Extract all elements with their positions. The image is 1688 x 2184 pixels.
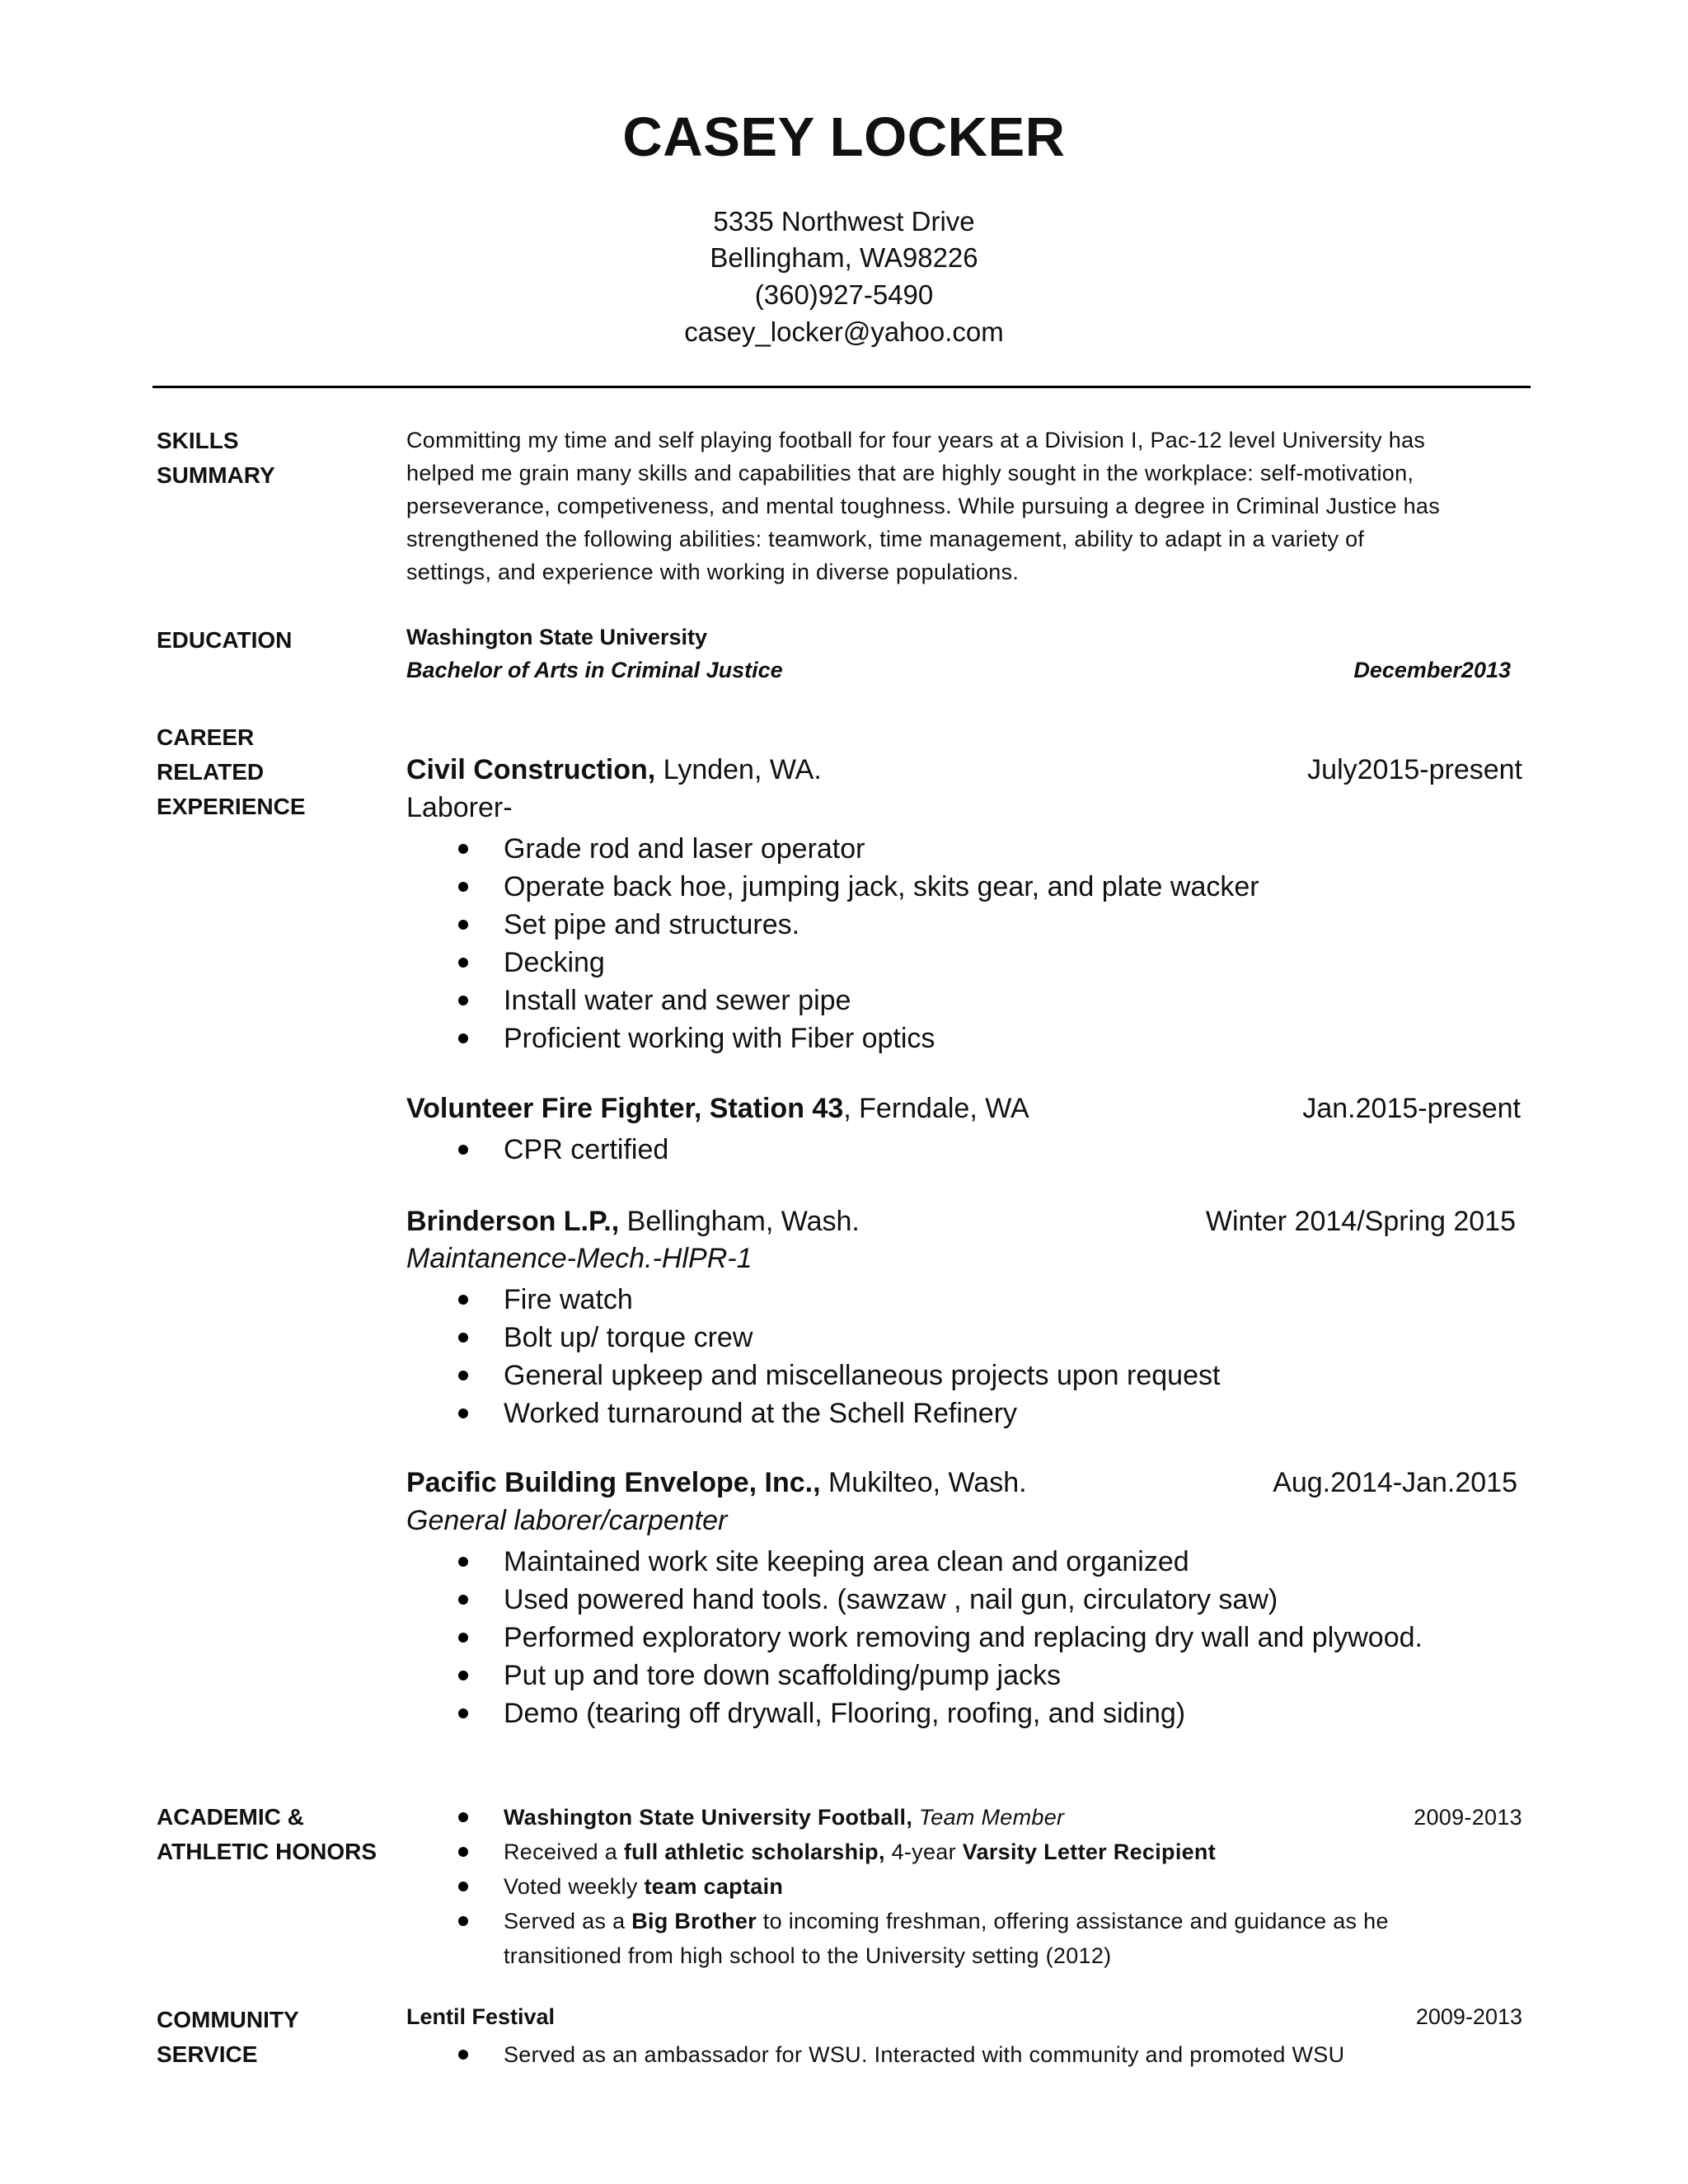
job-employer: Brinderson L.P., — [406, 1206, 620, 1237]
job-location: Mukilteo, Wash. — [820, 1467, 1027, 1498]
bullet-icon — [458, 882, 468, 892]
skills-line: strengthened the following abilities: teamwork, time management, ability to adapt in a variety of — [406, 527, 1365, 551]
skills-line: perseverance, competiveness, and mental toughness. While pursuing a degree in Criminal Justice has — [406, 494, 1441, 518]
job-bullet-list — [504, 1543, 1423, 1732]
bullet-icon — [458, 1812, 468, 1822]
list-item-text: Set pipe and structures. — [504, 909, 800, 940]
list-item-text: Fire watch — [504, 1284, 633, 1315]
list-item — [504, 982, 1259, 1019]
education-school: Washington State University — [406, 625, 708, 649]
job-title: General laborer/carpenter — [406, 1505, 728, 1536]
list-item-text: 4-year — [884, 1840, 963, 1864]
skills-summary-heading — [157, 424, 275, 493]
bullet-icon — [458, 1916, 468, 1926]
list-item — [504, 906, 1259, 944]
experience-heading — [157, 720, 306, 824]
list-item-text: Served as a — [504, 1909, 632, 1933]
job-location: Lynden, WA. — [655, 754, 822, 785]
bullet-icon — [458, 1033, 468, 1043]
bullet-icon — [458, 958, 468, 968]
education-degree: Bachelor of Arts in Criminal Justice — [406, 658, 783, 682]
bullet-icon — [458, 1882, 468, 1891]
list-item — [504, 1835, 1526, 1869]
honors-heading — [157, 1800, 377, 1869]
bullet-icon — [458, 1145, 468, 1155]
resume-name: CASEY LOCKER — [622, 106, 1066, 168]
job-dates: July2015-present — [1307, 754, 1522, 785]
list-item-text: Varsity Letter Recipient — [962, 1840, 1217, 1864]
bullet-icon — [458, 1708, 468, 1718]
list-item — [504, 1543, 1423, 1581]
bullet-icon — [458, 1557, 468, 1567]
list-item — [504, 830, 1259, 868]
job-bullet-list — [504, 1131, 668, 1169]
list-item-continuation: transitioned from high school to the University setting (2012) — [504, 1943, 1112, 1968]
list-item — [504, 1319, 1220, 1357]
job-title: Laborer- — [406, 792, 513, 823]
list-item — [504, 1694, 1423, 1732]
list-item-text: Operate back hoe, jumping jack, skits gear, and plate wacker — [504, 871, 1259, 902]
job-header — [406, 1206, 1522, 1238]
list-item-text: Performed exploratory work removing and replacing dry wall and plywood. — [504, 1622, 1423, 1653]
skills-heading-line2: SUMMARY — [157, 462, 275, 488]
job-location: Bellingham, Wash. — [619, 1206, 860, 1237]
job-header — [406, 1093, 1522, 1125]
community-org: Lentil Festival — [406, 2004, 556, 2029]
list-item-text: full athletic scholarship, — [623, 1840, 885, 1864]
job-employer: Civil Construction, — [406, 754, 656, 785]
list-item — [504, 868, 1259, 906]
job-employer: Volunteer Fire Fighter, Station 43 — [406, 1093, 844, 1124]
list-item-text: to incoming freshman, offering assistance and guidance as he — [757, 1909, 1389, 1933]
list-item-text: Bolt up/ torque crew — [504, 1322, 753, 1353]
community-dates: 2009-2013 — [1415, 2004, 1522, 2029]
list-item-text: Used powered hand tools. (sawzaw , nail gun, circulatory saw) — [504, 1584, 1278, 1615]
bullet-icon — [458, 1371, 468, 1380]
community-heading — [157, 2003, 299, 2072]
list-item-text: Worked turnaround at the Schell Refinery — [504, 1398, 1018, 1429]
list-item-text: Demo (tearing off drywall, Flooring, roofing, and siding) — [504, 1698, 1186, 1729]
honors-heading-line1: ACADEMIC & — [157, 1804, 304, 1830]
experience-heading-line2: RELATED — [157, 759, 265, 785]
job-header — [406, 754, 1522, 786]
community-heading-line1: COMMUNITY — [157, 2007, 299, 2032]
education-heading: EDUCATION — [157, 627, 293, 653]
bullet-icon — [458, 1295, 468, 1305]
job-header — [406, 1467, 1522, 1499]
list-item — [504, 944, 1259, 982]
list-item — [504, 1619, 1423, 1657]
email-address: casey_locker@yahoo.com — [684, 316, 1004, 347]
list-item-text: Put up and tore down scaffolding/pump jacks — [504, 1660, 1062, 1691]
job-title: Maintanence-Mech.-HlPR-1 — [406, 1243, 753, 1274]
header-divider — [152, 386, 1531, 388]
education-date: December2013 — [1353, 658, 1511, 682]
list-item-text: Install water and sewer pipe — [504, 985, 851, 1016]
list-item-text: CPR certified — [504, 1134, 669, 1165]
list-item-text: General upkeep and miscellaneous projects upon request — [504, 1360, 1221, 1391]
community-list — [504, 2037, 1344, 2072]
bullet-icon — [458, 2050, 468, 2060]
bullet-icon — [458, 1408, 468, 1418]
list-item — [504, 1869, 1526, 1904]
bullet-icon — [458, 844, 468, 854]
job-employer: Pacific Building Envelope, Inc., — [406, 1467, 821, 1498]
job-bullet-list — [504, 830, 1259, 1057]
list-item-text: Grade rod and laser operator — [504, 833, 865, 865]
experience-heading-line1: CAREER — [157, 724, 255, 750]
list-item-text: Voted weekly — [504, 1874, 645, 1899]
bullet-icon — [458, 920, 468, 930]
list-item-text: Maintained work site keeping area clean and organized — [504, 1546, 1189, 1577]
list-item-text: Big Brother — [631, 1909, 757, 1933]
list-item — [504, 2037, 1344, 2072]
list-item — [504, 1281, 1220, 1319]
list-item-text: team captain — [644, 1874, 784, 1899]
honors-list — [504, 1800, 1526, 1973]
job-bullet-list — [504, 1281, 1220, 1432]
list-item — [504, 1019, 1259, 1057]
list-item-text: Proficient working with Fiber optics — [504, 1023, 935, 1054]
community-heading-line2: SERVICE — [157, 2041, 258, 2067]
list-item — [504, 1800, 1526, 1835]
skills-line: helped me grain many skills and capabilities that are highly sought in the workplace: self-motivation, — [406, 461, 1414, 485]
bullet-icon — [458, 1595, 468, 1605]
bullet-icon — [458, 1847, 468, 1857]
bullet-icon — [458, 1671, 468, 1680]
honors-heading-line2: ATHLETIC HONORS — [157, 1839, 377, 1864]
bullet-icon — [458, 1333, 468, 1343]
job-dates: Winter 2014/Spring 2015 — [1205, 1206, 1516, 1237]
address-line-1: 5335 Northwest Drive — [713, 206, 975, 237]
job-dates: Jan.2015-present — [1302, 1093, 1521, 1124]
experience-heading-line3: EXPERIENCE — [157, 794, 306, 819]
list-item — [504, 1394, 1220, 1432]
bullet-icon — [458, 1633, 468, 1643]
honors-dates: 2009-2013 — [1414, 1805, 1522, 1830]
job-dates: Aug.2014-Jan.2015 — [1273, 1467, 1517, 1498]
list-item — [504, 1357, 1220, 1394]
list-item-text: Received a — [504, 1840, 624, 1864]
skills-line: settings, and experience with working in diverse populations. — [406, 560, 1020, 584]
job-location: , Ferndale, WA — [843, 1093, 1029, 1124]
skills-heading-line1: SKILLS — [157, 428, 239, 453]
list-item — [504, 1657, 1423, 1694]
address-line-2: Bellingham, WA98226 — [710, 242, 978, 273]
list-item — [504, 1904, 1526, 1938]
skills-line: Committing my time and self playing football for four years at a Division I, Pac-12 level University has — [406, 428, 1426, 452]
honors-team-name: Washington State University Football, — [504, 1805, 913, 1830]
honors-team-role: Team Member — [912, 1805, 1065, 1830]
list-item — [504, 1581, 1423, 1619]
list-item-text: Decking — [504, 947, 605, 978]
skills-summary-text — [406, 424, 1534, 588]
list-item — [504, 1131, 668, 1169]
education-degree-row — [406, 658, 1522, 683]
list-item-text: Served as an ambassador for WSU. Interacted with community and promoted WSU — [504, 2042, 1345, 2067]
phone-number: (360)927-5490 — [754, 279, 934, 310]
bullet-icon — [458, 996, 468, 1005]
community-org-row — [406, 2004, 1522, 2030]
